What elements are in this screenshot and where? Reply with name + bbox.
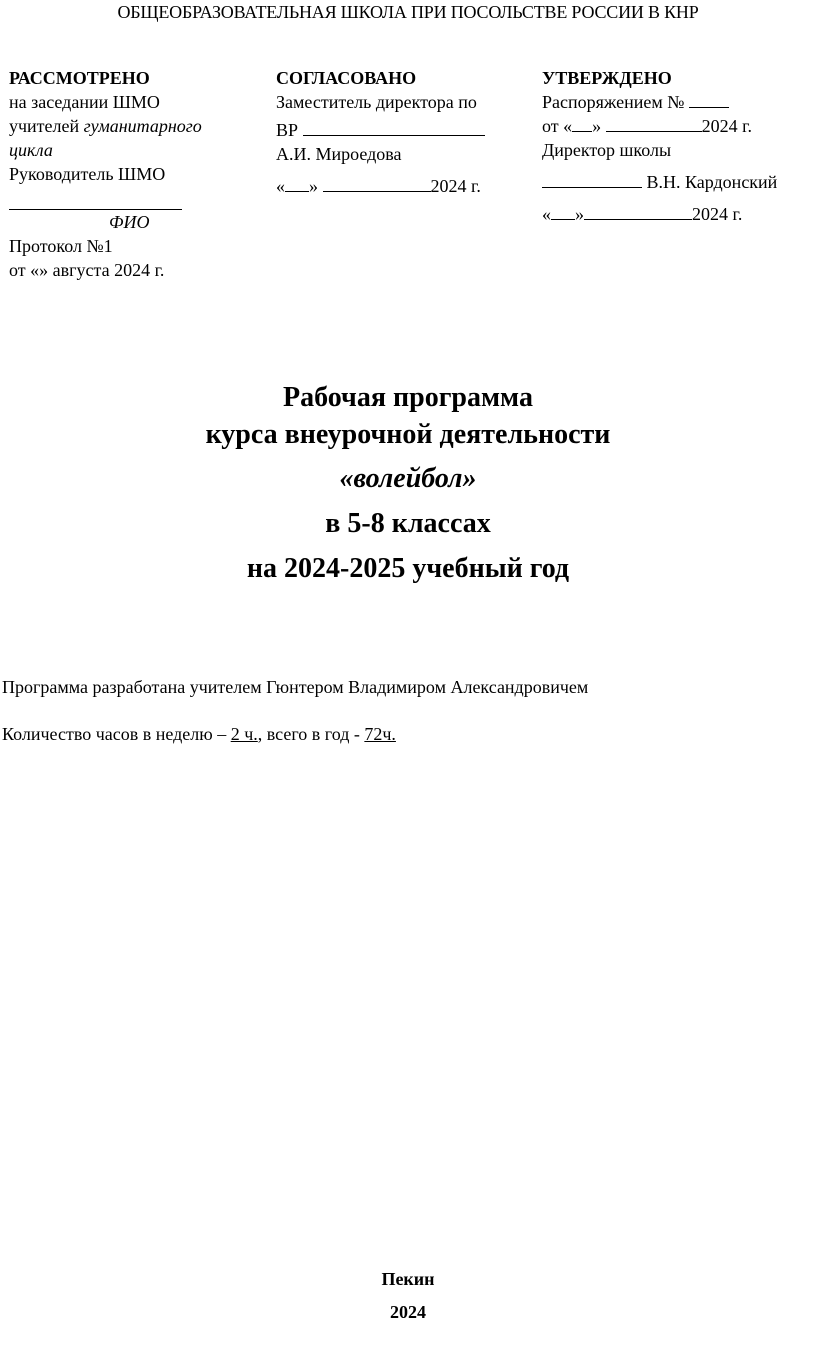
approved-line2 — [542, 114, 812, 138]
program-grades: в 5-8 классах — [325, 508, 491, 539]
approved-line2-year: 2024 г. — [701, 116, 752, 136]
approved-block — [542, 66, 812, 226]
agreed-name: А.И. Мироедова — [276, 144, 402, 164]
date-open-quote: « — [542, 204, 551, 224]
signature-blank — [9, 193, 182, 210]
approved-date — [542, 202, 812, 226]
day-blank — [551, 203, 575, 220]
reviewed-heading: РАССМОТРЕНО — [9, 68, 150, 88]
reviewed-line4: Руководитель ШМО — [9, 164, 166, 184]
reviewed-block — [9, 66, 254, 282]
agreed-heading: СОГЛАСОВАНО — [276, 68, 417, 88]
hours-middle: , всего в год - — [257, 724, 365, 744]
signature-blank — [542, 171, 642, 188]
agreed-line1: Заместитель директора по — [276, 92, 477, 112]
month-blank — [606, 115, 702, 132]
approved-order-label: Распоряжением № — [542, 92, 685, 112]
approved-heading: УТВЕРЖДЕНО — [542, 68, 672, 88]
reviewed-line3: цикла — [9, 140, 53, 160]
hours-weekly: 2 ч. — [230, 724, 258, 744]
reviewed-protocol: Протокол №1 — [9, 236, 113, 256]
hours-info — [2, 724, 396, 745]
agreed-date — [276, 174, 526, 198]
reviewed-line2 — [9, 114, 254, 138]
agreed-block — [276, 66, 526, 198]
director-name: В.Н. Кардонский — [646, 172, 778, 192]
program-title-line1: Рабочая программа — [283, 382, 533, 413]
date-close-quote: » — [309, 176, 318, 196]
reviewed-line2-prefix: учителей — [9, 116, 84, 136]
approved-line2-mid: » — [592, 116, 602, 136]
approved-line1 — [542, 90, 812, 114]
footer-year: 2024 — [390, 1302, 426, 1322]
reviewed-date: от «» августа 2024 г. — [9, 260, 165, 280]
order-number-blank — [689, 91, 729, 108]
program-year: на 2024-2025 учебный год — [246, 553, 570, 584]
footer-city: Пекин — [381, 1269, 435, 1289]
month-blank — [584, 203, 692, 220]
approved-line2-prefix: от « — [542, 116, 573, 136]
month-blank — [323, 175, 431, 192]
program-name: «волейбол» — [339, 463, 477, 494]
agreed-line2-text: ВР — [276, 120, 299, 140]
developer-info: Программа разработана учителем Гюнтером Владимиром Александровичем — [2, 677, 589, 697]
day-blank — [285, 175, 309, 192]
program-title-line2: курса внеурочной деятельности — [205, 419, 611, 450]
approved-year: 2024 г. — [692, 204, 743, 224]
agreed-year: 2024 г. — [430, 176, 481, 196]
agreed-line2 — [276, 118, 526, 142]
reviewed-line2-italic: гуманитарного — [83, 116, 202, 136]
date-open-quote: « — [276, 176, 285, 196]
date-close-quote: » — [575, 204, 584, 224]
day-blank — [572, 115, 592, 132]
school-name: ОБЩЕОБРАЗОВАТЕЛЬНАЯ ШКОЛА ПРИ ПОСОЛЬСТВЕ РОССИИ В КНР — [117, 2, 699, 22]
reviewed-line1: на заседании ШМО — [9, 92, 160, 112]
signature-blank — [303, 119, 485, 136]
approved-line3: Директор школы — [542, 140, 672, 160]
approved-director — [542, 170, 812, 194]
hours-prefix: Количество часов в неделю – — [2, 724, 231, 744]
reviewed-fio: ФИО — [109, 212, 150, 232]
hours-yearly: 72ч. — [364, 724, 396, 744]
